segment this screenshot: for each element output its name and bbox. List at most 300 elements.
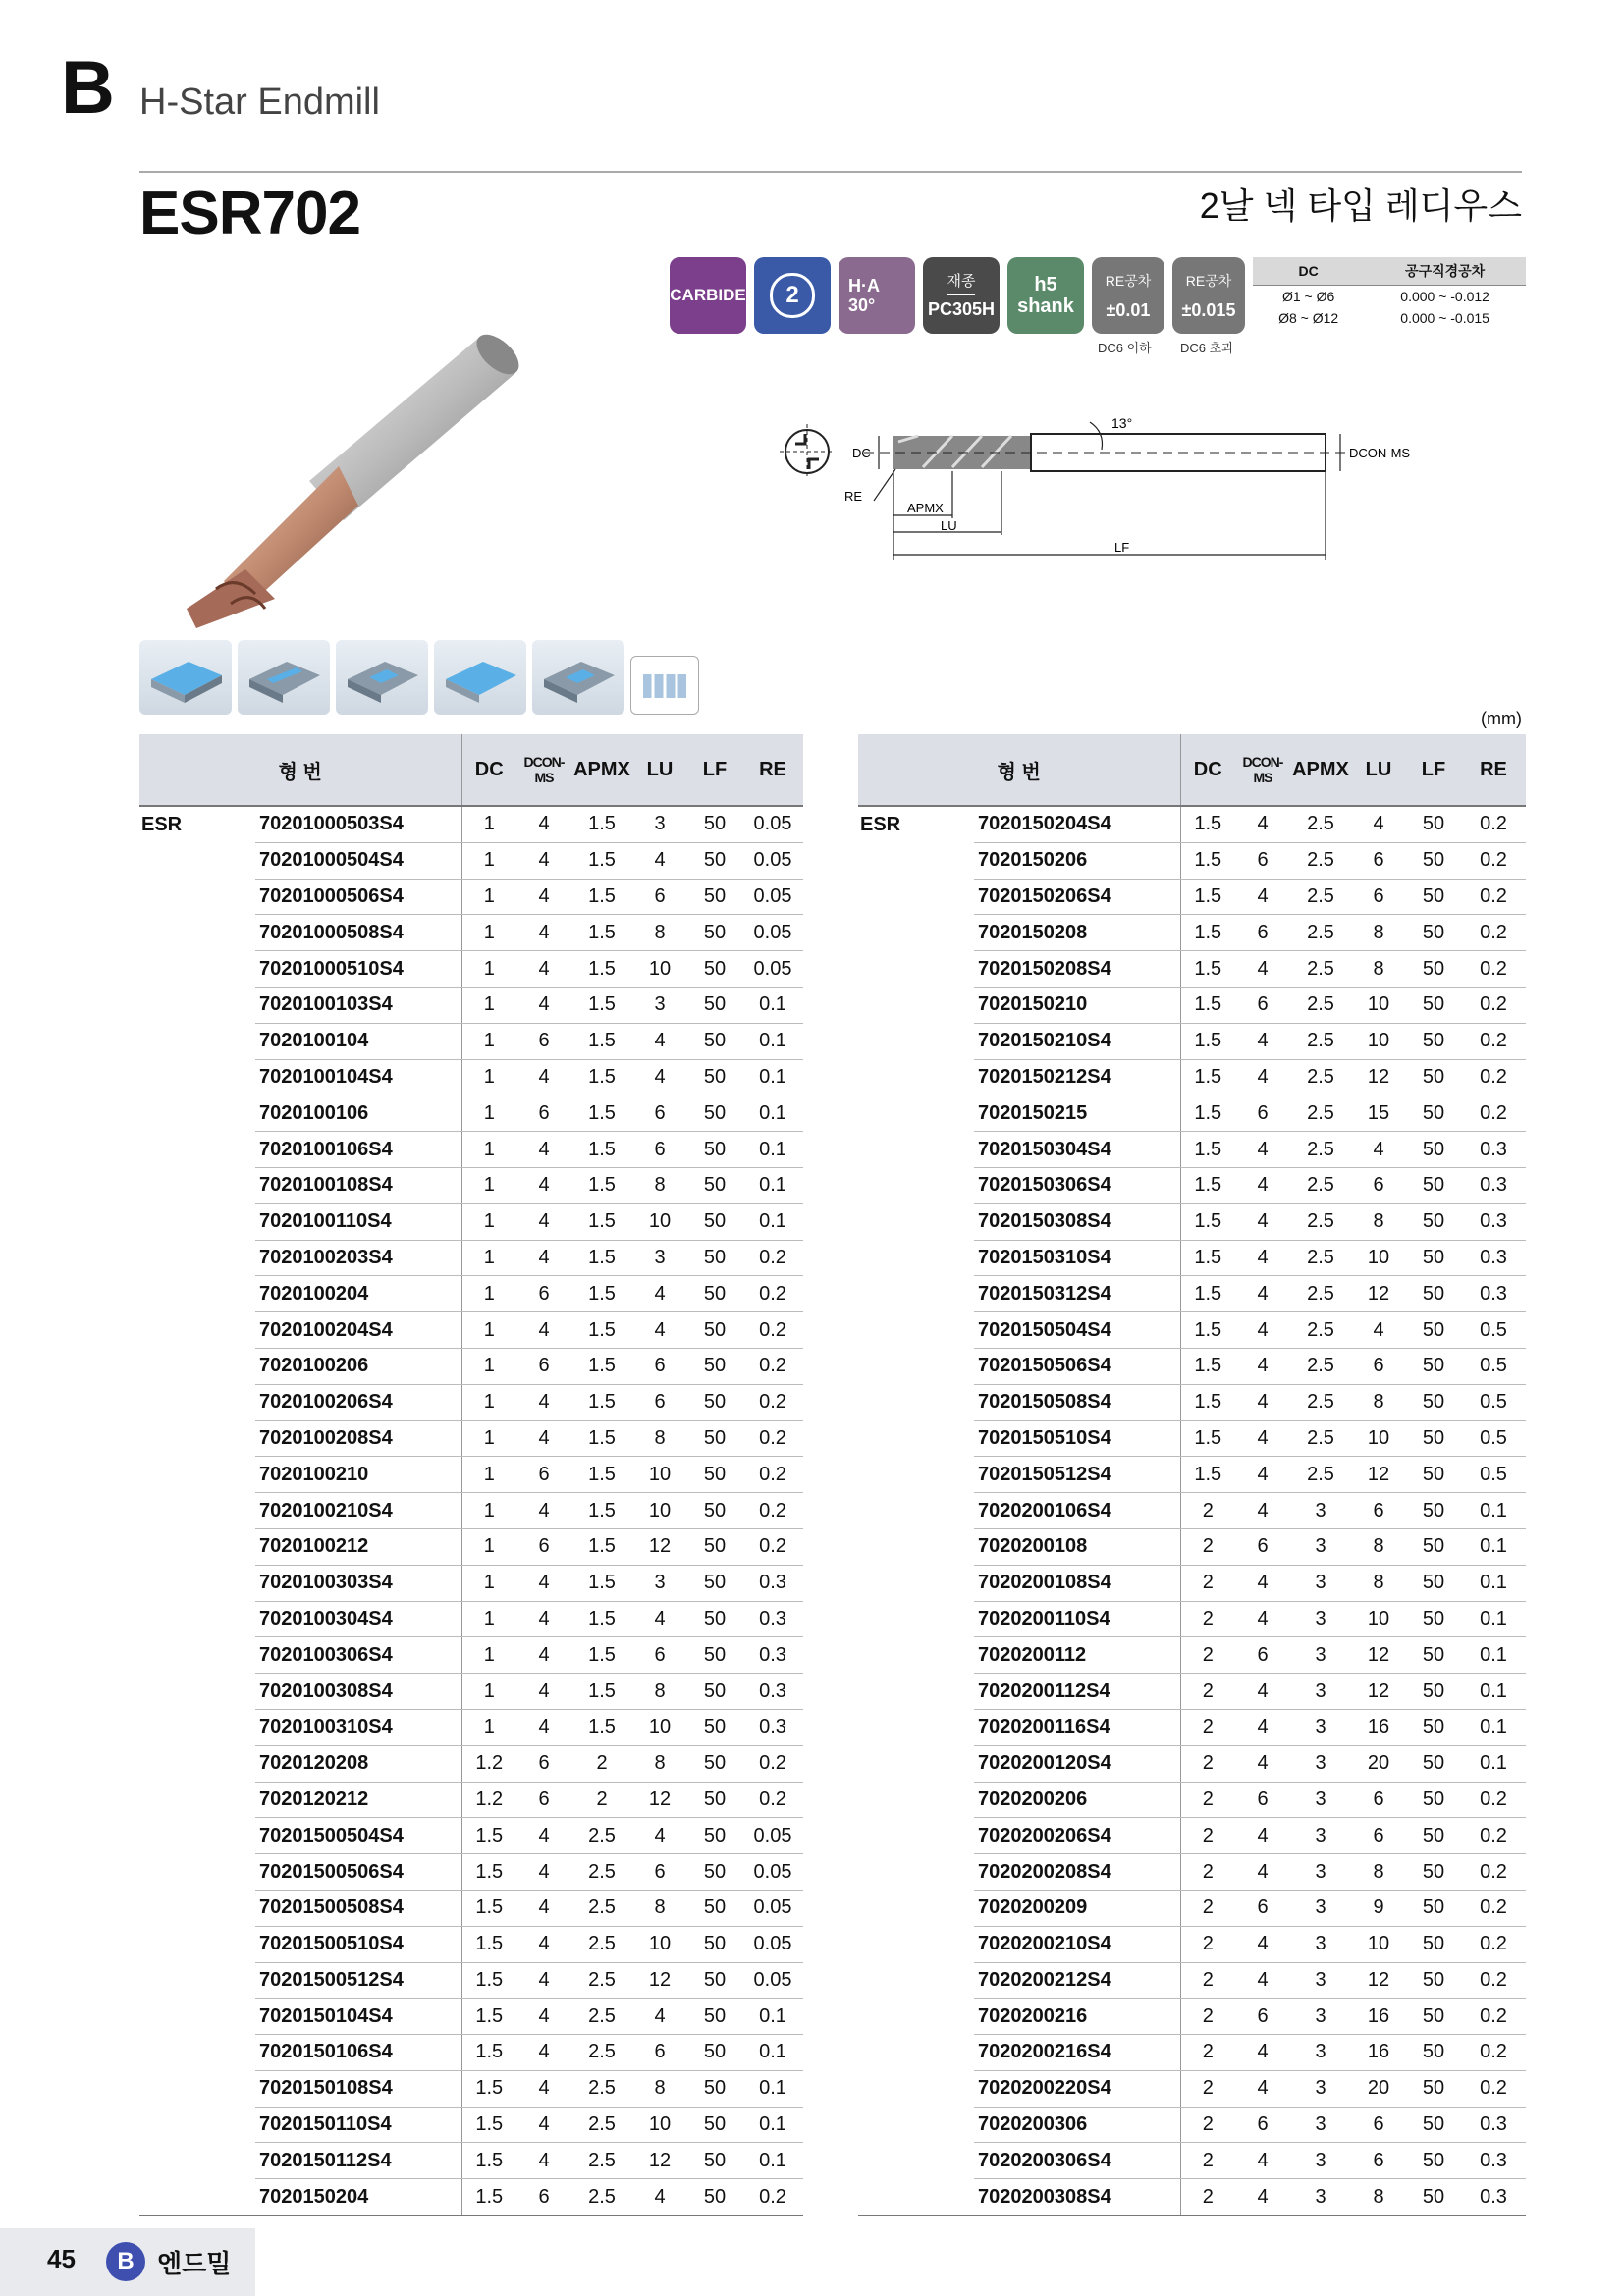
dc-cell: 2	[1180, 2070, 1235, 2107]
lu-cell: 9	[1351, 1890, 1406, 1926]
apmx-cell: 2.5	[571, 2143, 632, 2179]
apmx-cell: 2.5	[1290, 1023, 1351, 1059]
dcon-cell: 4	[516, 1601, 571, 1637]
group-cell	[858, 1312, 974, 1349]
dcon-cell: 4	[516, 1709, 571, 1745]
re-cell: 0.1	[1461, 1674, 1526, 1710]
table-row	[858, 1674, 1526, 1710]
code-cell: 7020100208S4	[255, 1420, 461, 1457]
lu-cell: 20	[1351, 1745, 1406, 1782]
apmx-cell: 1.5	[571, 806, 632, 842]
group-cell	[139, 1059, 255, 1095]
re-cell: 0.5	[1461, 1420, 1526, 1457]
lu-cell: 16	[1351, 2035, 1406, 2071]
re-cell: 0.2	[742, 1745, 803, 1782]
table-row	[139, 806, 803, 842]
table-row	[139, 1384, 803, 1420]
material-badge	[923, 257, 1000, 334]
apmx-cell: 3	[1290, 2107, 1351, 2143]
lu-cell: 10	[632, 2107, 687, 2143]
dcon-cell: 6	[516, 1095, 571, 1132]
dc-cell: 2	[1180, 2035, 1235, 2071]
lu-cell: 4	[632, 1059, 687, 1095]
group-cell	[139, 1962, 255, 1999]
code-cell: 7020150512S4	[974, 1457, 1180, 1493]
apmx-cell: 1.5	[571, 1276, 632, 1312]
apmx-cell: 2.5	[571, 2107, 632, 2143]
dc-cell: 1.5	[1180, 842, 1235, 879]
dcon-cell: 4	[516, 2107, 571, 2143]
code-cell: 7020100204S4	[255, 1312, 461, 1349]
dcon-cell: 6	[516, 1276, 571, 1312]
group-cell	[858, 1095, 974, 1132]
code-cell: 7020150110S4	[255, 2107, 461, 2143]
dcon-cell: 6	[516, 1457, 571, 1493]
lu-cell: 6	[1351, 842, 1406, 879]
dcon-cell: 4	[1235, 1818, 1290, 1854]
lf-cell: 50	[687, 1999, 742, 2035]
table-row	[858, 1818, 1526, 1854]
code-cell: 7020200216	[974, 1999, 1180, 2035]
apmx-cell: 1.5	[571, 1059, 632, 1095]
group-cell	[858, 2035, 974, 2071]
group-cell	[858, 1528, 974, 1565]
dcon-cell: 4	[1235, 1745, 1290, 1782]
apmx-cell: 3	[1290, 1926, 1351, 1962]
group-cell	[139, 1276, 255, 1312]
code-cell: 70201000503S4	[255, 806, 461, 842]
table-row	[139, 1926, 803, 1962]
re-cell: 0.3	[1461, 1240, 1526, 1276]
table-row	[858, 1420, 1526, 1457]
lu-cell: 6	[632, 1854, 687, 1891]
dc-cell: 1.5	[461, 1999, 516, 2035]
re-cell: 0.3	[742, 1637, 803, 1674]
lu-cell: 16	[1351, 1709, 1406, 1745]
lf-cell: 50	[687, 1637, 742, 1674]
table-row	[139, 951, 803, 988]
re-cell: 0.2	[742, 1312, 803, 1349]
lf-cell: 50	[1406, 2179, 1461, 2216]
dc-cell: 2	[1180, 1637, 1235, 1674]
re-cell: 0.1	[1461, 1745, 1526, 1782]
lf-cell: 50	[687, 1384, 742, 1420]
code-cell: 7020100310S4	[255, 1709, 461, 1745]
apmx-cell: 2.5	[571, 2179, 632, 2216]
dcon-cell: 4	[516, 987, 571, 1023]
dcon-cell: 4	[1235, 1348, 1290, 1384]
table-row	[139, 1674, 803, 1710]
dc-cell: 1	[461, 879, 516, 915]
code-cell: 7020150306S4	[974, 1167, 1180, 1203]
dcon-cell: 4	[1235, 1565, 1290, 1601]
apmx-cell: 2	[571, 1745, 632, 1782]
cavity-icon	[532, 640, 624, 715]
group-cell	[858, 1457, 974, 1493]
group-cell	[139, 1601, 255, 1637]
table-row	[858, 1926, 1526, 1962]
group-cell	[139, 1926, 255, 1962]
dc-cell: 1.5	[461, 2143, 516, 2179]
lf-cell: 50	[1406, 1493, 1461, 1529]
dc-cell: 1	[461, 1132, 516, 1168]
re-cell: 0.5	[1461, 1348, 1526, 1384]
group-cell	[858, 1890, 974, 1926]
apmx-cell: 3	[1290, 2035, 1351, 2071]
lf-cell: 50	[687, 1457, 742, 1493]
helix-badge	[839, 257, 915, 334]
lu-cell: 10	[1351, 1023, 1406, 1059]
code-cell: 7020200110S4	[974, 1601, 1180, 1637]
lu-label: LU	[941, 518, 957, 533]
lu-cell: 8	[1351, 1565, 1406, 1601]
lu-cell: 20	[1351, 2070, 1406, 2107]
lu-cell: 10	[1351, 1926, 1406, 1962]
group-cell	[139, 1240, 255, 1276]
dc-cell: 2	[1180, 2143, 1235, 2179]
code-cell: 7020150206	[974, 842, 1180, 879]
code-cell: 7020100104	[255, 1023, 461, 1059]
code-cell: 7020200306	[974, 2107, 1180, 2143]
group-cell	[139, 2179, 255, 2216]
code-cell: 7020100106	[255, 1095, 461, 1132]
lu-cell: 12	[1351, 1674, 1406, 1710]
lu-cell: 4	[632, 1312, 687, 1349]
lu-cell: 6	[1351, 1493, 1406, 1529]
lu-cell: 4	[632, 1818, 687, 1854]
apmx-cell: 1.5	[571, 1709, 632, 1745]
dcon-cell: 4	[1235, 1926, 1290, 1962]
lf-cell: 50	[687, 987, 742, 1023]
table-row	[139, 1457, 803, 1493]
dcon-cell: 4	[516, 1818, 571, 1854]
re-cell: 0.1	[742, 1999, 803, 2035]
re-cell: 0.3	[742, 1601, 803, 1637]
table-row	[139, 1276, 803, 1312]
table-row	[139, 1312, 803, 1349]
table-row	[858, 1348, 1526, 1384]
lu-cell: 8	[1351, 1854, 1406, 1891]
dcon-cell: 4	[1235, 1854, 1290, 1891]
spec-row	[1253, 286, 1526, 308]
dc-cell: 2	[1180, 1493, 1235, 1529]
group-cell	[858, 1384, 974, 1420]
code-cell: 7020200120S4	[974, 1745, 1180, 1782]
apmx-cell: 1.5	[571, 1348, 632, 1384]
page-number: 45	[47, 2244, 76, 2273]
lu-cell: 4	[1351, 1132, 1406, 1168]
lf-cell: 50	[687, 1059, 742, 1095]
lf-cell: 50	[1406, 2035, 1461, 2071]
dc-cell: 1	[461, 1528, 516, 1565]
lu-cell: 12	[1351, 1637, 1406, 1674]
re-cell: 0.1	[742, 987, 803, 1023]
table-row	[139, 1890, 803, 1926]
dc-cell: 1	[461, 1674, 516, 1710]
dc-cell: 1	[461, 1709, 516, 1745]
profiling-icon	[434, 640, 526, 715]
lf-cell: 50	[687, 1926, 742, 1962]
apmx-cell: 3	[1290, 1999, 1351, 2035]
apmx-cell: 2.5	[1290, 1384, 1351, 1420]
re-cell: 0.2	[742, 1782, 803, 1818]
dcon-cell: 6	[516, 1528, 571, 1565]
dc-cell: 1.5	[461, 2070, 516, 2107]
dcon-cell: 4	[1235, 1493, 1290, 1529]
dc-cell: 1	[461, 1312, 516, 1349]
apmx-cell: 2	[571, 1782, 632, 1818]
lu-cell: 6	[632, 879, 687, 915]
table-row	[858, 1312, 1526, 1349]
header-lf: LF	[1406, 734, 1461, 806]
apmx-cell: 1.5	[571, 1203, 632, 1240]
lu-cell: 8	[1351, 2179, 1406, 2216]
re-cell: 0.2	[1461, 951, 1526, 988]
group-cell	[858, 2107, 974, 2143]
dc-cell: 1.5	[1180, 951, 1235, 988]
code-cell: 7020150208S4	[974, 951, 1180, 988]
re-cell: 0.05	[742, 915, 803, 951]
re-cell: 0.5	[1461, 1457, 1526, 1493]
endmill-image	[137, 324, 530, 638]
table-row	[858, 2143, 1526, 2179]
dcon-cell: 6	[1235, 1528, 1290, 1565]
apmx-cell: 2.5	[571, 1890, 632, 1926]
table-row	[858, 1565, 1526, 1601]
apmx-cell: 1.5	[571, 1493, 632, 1529]
dcon-cell: 4	[516, 1384, 571, 1420]
apmx-cell: 2.5	[1290, 879, 1351, 915]
table-row	[139, 1203, 803, 1240]
lu-cell: 8	[632, 915, 687, 951]
code-cell: 7020100210	[255, 1457, 461, 1493]
group-cell	[139, 1565, 255, 1601]
lf-cell: 50	[1406, 1926, 1461, 1962]
group-cell	[858, 2179, 974, 2216]
dc-cell: 1.5	[1180, 879, 1235, 915]
dc-cell: 1	[461, 1203, 516, 1240]
apmx-cell: 2.5	[1290, 1167, 1351, 1203]
lf-cell: 50	[687, 2107, 742, 2143]
code-cell: 7020200216S4	[974, 2035, 1180, 2071]
lf-cell: 50	[687, 1493, 742, 1529]
dc-cell: 2	[1180, 1818, 1235, 1854]
table-row	[139, 1167, 803, 1203]
dcon-cell: 4	[1235, 879, 1290, 915]
dc-cell: 1.5	[1180, 1420, 1235, 1457]
lu-cell: 6	[632, 1095, 687, 1132]
re-cell: 0.2	[742, 1276, 803, 1312]
group-cell	[858, 1674, 974, 1710]
re-cell: 0.1	[742, 1203, 803, 1240]
lu-cell: 8	[632, 1167, 687, 1203]
lf-cell: 50	[687, 1528, 742, 1565]
dc-cell: 1.5	[461, 2107, 516, 2143]
apmx-cell: 1.5	[571, 842, 632, 879]
apmx-cell: 2.5	[1290, 1312, 1351, 1349]
group-cell	[139, 842, 255, 879]
re-cell: 0.2	[742, 1240, 803, 1276]
lu-cell: 12	[1351, 1457, 1406, 1493]
lu-cell: 6	[1351, 1782, 1406, 1818]
dc-cell: 1	[461, 1240, 516, 1276]
re-cell: 0.1	[742, 1167, 803, 1203]
re-cell: 0.2	[742, 1528, 803, 1565]
code-cell: 7020200116S4	[974, 1709, 1180, 1745]
dc-cell: 1	[461, 1457, 516, 1493]
table-row	[858, 951, 1526, 988]
code-cell: 7020100212	[255, 1528, 461, 1565]
dc-cell: 1.5	[1180, 1457, 1235, 1493]
code-cell: 7020200220S4	[974, 2070, 1180, 2107]
dc-cell: 2	[1180, 1565, 1235, 1601]
code-cell: 7020200210S4	[974, 1926, 1180, 1962]
dc-cell: 1	[461, 987, 516, 1023]
re-cell: 0.1	[742, 1132, 803, 1168]
dc-cell: 2	[1180, 1709, 1235, 1745]
lu-cell: 6	[632, 1348, 687, 1384]
re-cell: 0.2	[1461, 987, 1526, 1023]
lu-cell: 6	[632, 1132, 687, 1168]
dc-cell: 1.5	[461, 1854, 516, 1891]
dc-cell: 1.5	[1180, 987, 1235, 1023]
lf-cell: 50	[687, 1312, 742, 1349]
re-cell: 0.2	[1461, 1059, 1526, 1095]
re-cell: 0.1	[742, 2070, 803, 2107]
group-cell	[858, 2143, 974, 2179]
apmx-cell: 3	[1290, 1782, 1351, 1818]
re-cell: 0.05	[742, 1962, 803, 1999]
re-cell: 0.05	[742, 806, 803, 842]
apmx-cell: 1.5	[571, 951, 632, 988]
apmx-cell: 2.5	[1290, 1348, 1351, 1384]
apmx-cell: 1.5	[571, 1637, 632, 1674]
dc-cell: 1	[461, 1059, 516, 1095]
table-row	[139, 1999, 803, 2035]
lf-cell: 50	[687, 842, 742, 879]
re-label: RE	[844, 489, 863, 504]
re-cell: 0.1	[1461, 1601, 1526, 1637]
code-cell: 7020150508S4	[974, 1384, 1180, 1420]
table-row	[139, 1095, 803, 1132]
dc-cell: 1.5	[1180, 915, 1235, 951]
lu-cell: 4	[632, 1023, 687, 1059]
apmx-cell: 3	[1290, 1528, 1351, 1565]
code-cell: 7020150510S4	[974, 1420, 1180, 1457]
dc-cell: 1.5	[1180, 1023, 1235, 1059]
group-cell	[139, 1528, 255, 1565]
group-cell	[139, 1203, 255, 1240]
table-row	[858, 915, 1526, 951]
lu-cell: 8	[1351, 1203, 1406, 1240]
table-row	[858, 1167, 1526, 1203]
group-cell	[858, 1962, 974, 1999]
dc-cell: 1.5	[1180, 806, 1235, 842]
lf-cell: 50	[1406, 1890, 1461, 1926]
apmx-cell: 3	[1290, 1745, 1351, 1782]
lf-cell: 50	[687, 1782, 742, 1818]
dcon-cell: 4	[1235, 1240, 1290, 1276]
coated-neck-shape	[187, 466, 358, 628]
lu-cell: 10	[1351, 1420, 1406, 1457]
dcon-cell: 4	[516, 879, 571, 915]
carbide-label: CARBIDE	[670, 286, 746, 304]
lf-cell: 50	[687, 1023, 742, 1059]
lf-cell: 50	[687, 2070, 742, 2107]
dc-cell: 1.2	[461, 1745, 516, 1782]
lu-cell: 12	[632, 1962, 687, 1999]
code-cell: 7020150312S4	[974, 1276, 1180, 1312]
code-cell: 7020100110S4	[255, 1203, 461, 1240]
lf-cell: 50	[1406, 1420, 1461, 1457]
code-cell: 7020100306S4	[255, 1637, 461, 1674]
code-cell: 7020150106S4	[255, 2035, 461, 2071]
lu-cell: 4	[632, 2179, 687, 2216]
group-cell	[858, 1059, 974, 1095]
lf-cell: 50	[687, 2179, 742, 2216]
apmx-cell: 2.5	[1290, 1420, 1351, 1457]
lf-cell: 50	[687, 1674, 742, 1710]
product-title: ESR702	[139, 180, 360, 247]
dcon-cell: 6	[1235, 1890, 1290, 1926]
dc-cell: 1.5	[1180, 1203, 1235, 1240]
group-cell	[858, 915, 974, 951]
lf-cell: 50	[687, 2143, 742, 2179]
table-row	[139, 1854, 803, 1891]
dcon-cell: 6	[1235, 1782, 1290, 1818]
re-cell: 0.2	[742, 1493, 803, 1529]
dc-cell: 1.5	[1180, 1348, 1235, 1384]
apmx-cell: 1.5	[571, 1132, 632, 1168]
re-cell: 0.2	[1461, 1818, 1526, 1854]
lf-cell: 50	[687, 1565, 742, 1601]
lu-cell: 10	[632, 1926, 687, 1962]
header-lf: LF	[687, 734, 742, 806]
re-cell: 0.2	[1461, 806, 1526, 842]
code-cell: 7020150310S4	[974, 1240, 1180, 1276]
group-cell	[139, 1132, 255, 1168]
lf-cell: 50	[1406, 1528, 1461, 1565]
re-tolerance-value-2: ±0.015	[1181, 300, 1236, 320]
table-row	[858, 1854, 1526, 1891]
lf-cell: 50	[1406, 1854, 1461, 1891]
dcon-cell: 6	[516, 2179, 571, 2216]
code-cell: 7020100304S4	[255, 1601, 461, 1637]
table-row	[858, 1493, 1526, 1529]
group-cell	[139, 2143, 255, 2179]
re-cell: 0.05	[742, 951, 803, 988]
apmx-cell: 3	[1290, 1818, 1351, 1854]
dc-cell: 2	[1180, 1890, 1235, 1926]
lu-cell: 10	[1351, 987, 1406, 1023]
apmx-cell: 2.5	[571, 1962, 632, 1999]
header-divider	[139, 171, 1522, 173]
apmx-cell: 3	[1290, 2179, 1351, 2216]
table-row	[858, 2070, 1526, 2107]
header-dc: DC	[1180, 734, 1235, 806]
re-cell: 0.3	[1461, 2107, 1526, 2143]
helix-top: H·A	[848, 276, 880, 295]
code-cell: 7020150304S4	[974, 1132, 1180, 1168]
lf-cell: 50	[1406, 1674, 1461, 1710]
re-cell: 0.5	[1461, 1384, 1526, 1420]
dc-cell: 1	[461, 1601, 516, 1637]
group-cell	[139, 2107, 255, 2143]
pocketing-icon	[336, 640, 428, 715]
code-cell: 7020150308S4	[974, 1203, 1180, 1240]
lf-cell: 50	[687, 1348, 742, 1384]
re-cell: 0.2	[742, 1384, 803, 1420]
